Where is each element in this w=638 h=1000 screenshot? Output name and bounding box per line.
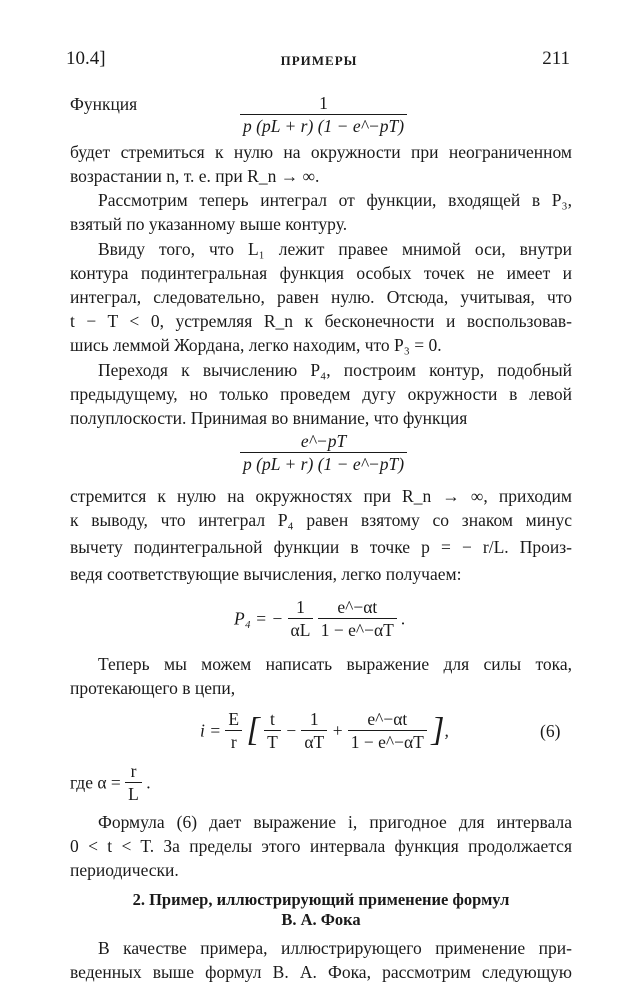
equation-fraction-2 (240, 430, 407, 475)
text-line: t − T < 0, устремляя R_n к бесконечности и воспользовав- (70, 311, 572, 331)
eq3-frac1-den: αL (288, 618, 314, 641)
eq4-E: E (228, 709, 240, 729)
eq4-frac2-num: e^−αt (367, 709, 408, 729)
eq4-plus: + (331, 720, 344, 741)
text-line: протекающего в цепи, (70, 678, 236, 698)
function-word: Функция (70, 94, 138, 114)
text-line: Рассмотрим теперь интеграл от функции, входящей в P₃, (98, 190, 572, 210)
text-line: 0 < t < T. За пределы этого интервала функция продолжается (70, 836, 572, 856)
eq3-lhs: P₄ = − (234, 608, 284, 629)
text-line: возрастании n, т. е. при R_n → ∞. (70, 166, 320, 186)
text-line: взятый по указанному выше контуру. (70, 214, 348, 234)
text-line: полуплоскости. Принимая во внимание, что функция (70, 408, 468, 428)
eq3-frac1-num: 1 (296, 597, 305, 617)
alpha-den: L (125, 782, 142, 805)
text-line: интеграл, следовательно, равен нулю. Отсюда, учитывая, что (70, 287, 572, 307)
text-line: периодически. (70, 860, 179, 880)
eq2-denominator: p (pL + r) (1 − e^−pT) (240, 452, 407, 475)
text-line: Переходя к вычислению P₄, построим контур, подобный (98, 360, 572, 380)
text-line: Теперь мы можем написать выражение для силы тока, (98, 654, 572, 674)
equation-number: (6) (540, 721, 561, 741)
eq4-end: , (444, 720, 449, 741)
eq3-frac2-den: 1 − e^−αT (318, 618, 397, 641)
section-heading-line1: 2. Пример, иллюстрирующий применение формул (132, 890, 510, 909)
alpha-num: r (130, 761, 137, 781)
text-line: шись леммой Жордана, легко находим, что P₃ = 0. (70, 335, 442, 355)
alpha-end: . (146, 772, 151, 793)
eq3-end: . (401, 608, 406, 629)
header-title: ПРИМЕРЫ (280, 53, 358, 68)
text-line: будет стремиться к нулю на окружности при неограниченном (70, 142, 572, 162)
eq4-r: r (225, 730, 242, 753)
left-bracket: [ (246, 711, 260, 749)
eq4-lhs: i = (200, 720, 222, 741)
eq4-minus: − (285, 720, 297, 741)
text-line: вычету подинтегральной функции в точке p = − r/L. Произ- (70, 537, 572, 557)
text-line: контура подинтегральная функция особых точек не имеет и (70, 263, 572, 283)
section-heading-line2: В. А. Фока (281, 910, 361, 929)
eq1-denominator: p (pL + r) (1 − e^−pT) (240, 114, 407, 137)
text-line: стремится к нулю на окружностях при R_n → ∞, приходим (70, 486, 572, 506)
eq2-numerator: e^−pT (300, 431, 347, 451)
eq4-frac2-den: 1 − e^−αT (348, 730, 427, 753)
text-line: к выводу, что интеграл P₄ равен взятому со знаком минус (70, 510, 572, 530)
text-line: В качестве примера, иллюстрирующего применение при- (98, 938, 572, 958)
equation-p4 (234, 596, 406, 641)
equation-current (200, 708, 449, 753)
equation-fraction-1 (240, 92, 407, 137)
eq3-frac2-num: e^−αt (337, 597, 378, 617)
text-line: веденных выше формул В. А. Фока, рассмотрим следующую (70, 962, 572, 982)
eq4-frac1-num: 1 (309, 709, 319, 729)
text-line: Формула (6) дает выражение i, пригодное для интервала (98, 812, 572, 832)
eq4-frac1-den: αT (301, 730, 327, 753)
text-line: предыдущему, но только проведем дугу окружности в левой (70, 384, 572, 404)
alpha-definition (70, 760, 151, 805)
text-line: Ввиду того, что L₁ лежит правее мнимой оси, внутри (98, 239, 572, 259)
eq4-T: T (264, 730, 281, 753)
right-bracket: ] (431, 711, 445, 749)
text-line: ведя соответствующие вычисления, легко получаем: (70, 564, 462, 584)
header-section-number: 10.4] (66, 48, 106, 69)
eq1-numerator: 1 (319, 93, 328, 113)
eq4-t: t (270, 709, 275, 729)
header-page-number: 211 (542, 48, 570, 69)
alpha-lead: где α = (70, 772, 121, 793)
